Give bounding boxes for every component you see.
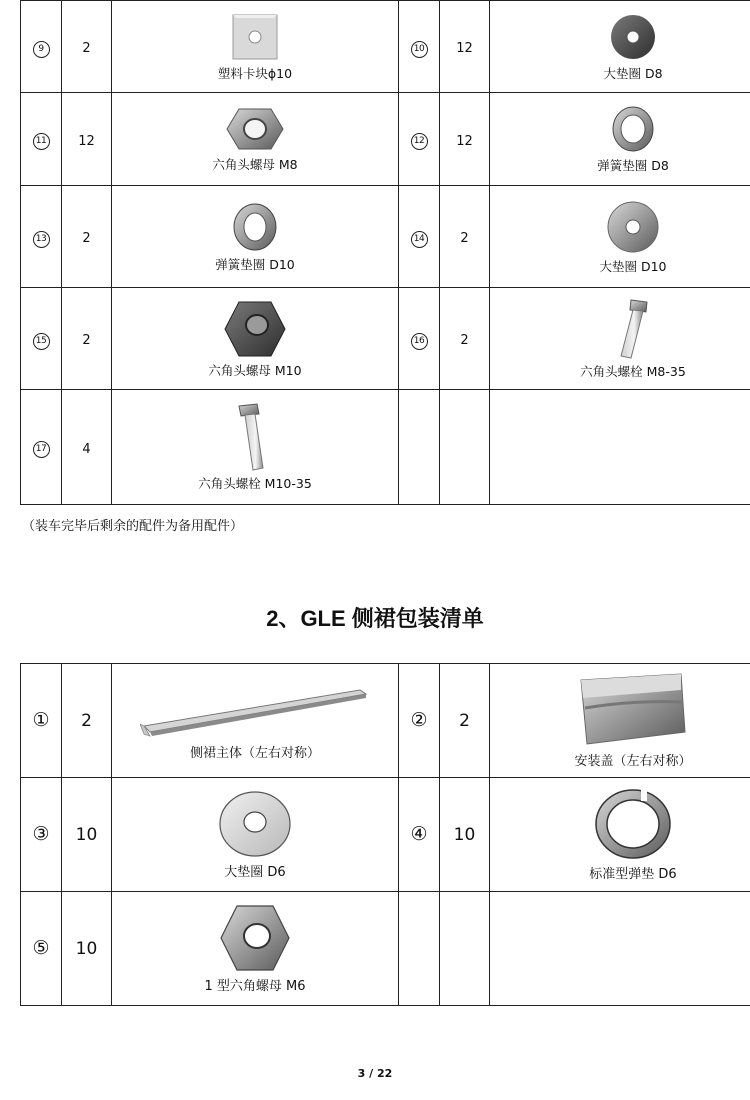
part-index-cell <box>21 288 62 390</box>
large-washer-icon <box>605 199 661 255</box>
part-name: 弹簧垫圈 D8 <box>597 158 669 173</box>
part-name: 安装盖（左右对称） <box>574 754 692 769</box>
side-skirt-body-icon <box>140 680 370 738</box>
part-qty-cell <box>440 93 490 186</box>
hex-nut-icon <box>225 105 285 153</box>
hex-bolt-icon <box>233 402 277 472</box>
part-qty: 2 <box>82 231 91 246</box>
part-name: 塑料卡块ϕ10 <box>217 65 293 81</box>
part-index-cell <box>21 778 62 892</box>
large-washer-icon <box>608 12 658 62</box>
part-qty: 10 <box>75 938 98 959</box>
part-index-cell <box>399 1 440 93</box>
part-name: 六角头螺母 M8 <box>212 157 298 172</box>
part-name: 六角头螺栓 M10-35 <box>198 476 312 491</box>
part-name: 标准型弹垫 D6 <box>589 867 677 882</box>
hex-bolt-icon <box>613 298 653 360</box>
part-index-cell <box>21 93 62 186</box>
part-name: 大垫圈 D6 <box>224 865 286 880</box>
large-washer-icon <box>217 789 293 859</box>
part-image-cell <box>490 778 750 892</box>
part-qty: 2 <box>82 41 91 56</box>
part-name: 弹簧垫圈 D10 <box>215 256 295 272</box>
part-qty-cell <box>62 892 112 1006</box>
part-qty: 10 <box>75 824 98 845</box>
empty-cell <box>399 892 440 1006</box>
part-index-cell <box>21 186 62 288</box>
part-index-cell <box>399 778 440 892</box>
spring-washer-icon <box>611 104 655 154</box>
part-qty: 2 <box>460 231 469 246</box>
part-qty-cell <box>62 288 112 390</box>
table-row <box>21 93 750 186</box>
part-qty-cell <box>62 390 112 505</box>
part-qty-cell <box>440 1 490 93</box>
part-index: ③ <box>32 823 50 845</box>
part-qty: 12 <box>456 133 473 149</box>
part-image-cell <box>490 664 750 778</box>
table-row <box>21 892 750 1006</box>
spare-parts-note: （装车完毕后剩余的配件为备用配件） <box>22 519 244 534</box>
part-index: 15 <box>33 333 50 350</box>
spring-washer-icon <box>593 787 673 861</box>
part-qty: 2 <box>82 333 91 348</box>
part-qty: 2 <box>81 710 92 731</box>
part-image-cell <box>490 1 750 93</box>
part-qty: 2 <box>460 333 469 348</box>
part-image-cell <box>112 664 399 778</box>
empty-cell <box>490 390 750 505</box>
part-image-cell <box>112 288 399 390</box>
hex-nut-icon <box>219 903 291 973</box>
part-name: 大垫圈 D8 <box>603 65 663 81</box>
part-qty-cell <box>440 664 490 778</box>
mounting-cover-icon <box>573 672 693 748</box>
part-image-cell <box>112 778 399 892</box>
part-name: 六角头螺栓 M8-35 <box>580 363 686 379</box>
part-qty: 4 <box>82 441 91 457</box>
part-qty: 12 <box>78 133 95 149</box>
part-index: 13 <box>33 231 50 248</box>
part-qty: 2 <box>459 710 470 731</box>
part-qty-cell <box>62 778 112 892</box>
page-number: 3 / 22 <box>357 1067 393 1080</box>
part-qty-cell <box>62 664 112 778</box>
part-index: 16 <box>411 333 428 350</box>
part-index-cell <box>21 390 62 505</box>
part-name: 1 型六角螺母 M6 <box>204 979 306 994</box>
part-index: ① <box>32 709 50 731</box>
part-name: 侧裙主体（左右对称） <box>189 746 320 761</box>
part-image-cell <box>112 186 399 288</box>
part-index: 17 <box>33 441 50 458</box>
part-index-cell <box>399 93 440 186</box>
part-index: 12 <box>411 133 428 150</box>
hex-nut-icon <box>223 299 287 359</box>
part-index: ④ <box>410 823 428 845</box>
part-index-cell <box>399 186 440 288</box>
plastic-block-icon <box>230 12 280 62</box>
part-qty: 12 <box>456 41 473 56</box>
section-title: 2、GLE 侧裙包装清单 <box>266 606 484 631</box>
part-qty: 10 <box>453 824 476 845</box>
table-row <box>21 186 750 288</box>
part-index-cell <box>21 664 62 778</box>
table-row <box>21 288 750 390</box>
part-name: 大垫圈 D10 <box>599 258 667 274</box>
part-image-cell <box>112 892 399 1006</box>
empty-cell <box>440 892 490 1006</box>
part-index-cell <box>21 1 62 93</box>
part-index: ② <box>410 709 428 731</box>
part-qty-cell <box>62 1 112 93</box>
table-row <box>21 390 750 505</box>
part-qty-cell <box>62 186 112 288</box>
table-row <box>21 778 750 892</box>
part-image-cell <box>112 1 399 93</box>
part-image-cell <box>490 186 750 288</box>
part-image-cell <box>490 93 750 186</box>
parts-table-2 <box>20 663 750 1006</box>
part-image-cell <box>112 93 399 186</box>
part-image-cell <box>490 288 750 390</box>
part-qty-cell <box>62 93 112 186</box>
table-row <box>21 1 750 93</box>
parts-table-1 <box>20 0 750 505</box>
part-image-cell <box>112 390 399 505</box>
empty-cell <box>490 892 750 1006</box>
spring-washer-icon <box>231 201 279 253</box>
part-qty-cell <box>440 778 490 892</box>
part-index-cell <box>21 892 62 1006</box>
part-qty-cell <box>440 288 490 390</box>
empty-cell <box>440 390 490 505</box>
part-qty-cell <box>440 186 490 288</box>
part-index: 10 <box>411 41 428 58</box>
part-index: ⑤ <box>32 937 50 959</box>
part-index: 9 <box>33 41 50 58</box>
empty-cell <box>399 390 440 505</box>
part-index-cell <box>399 288 440 390</box>
part-name: 六角头螺母 M10 <box>208 362 302 378</box>
table-row <box>21 664 750 778</box>
part-index: 11 <box>33 133 50 150</box>
part-index-cell <box>399 664 440 778</box>
part-index: 14 <box>411 231 428 248</box>
